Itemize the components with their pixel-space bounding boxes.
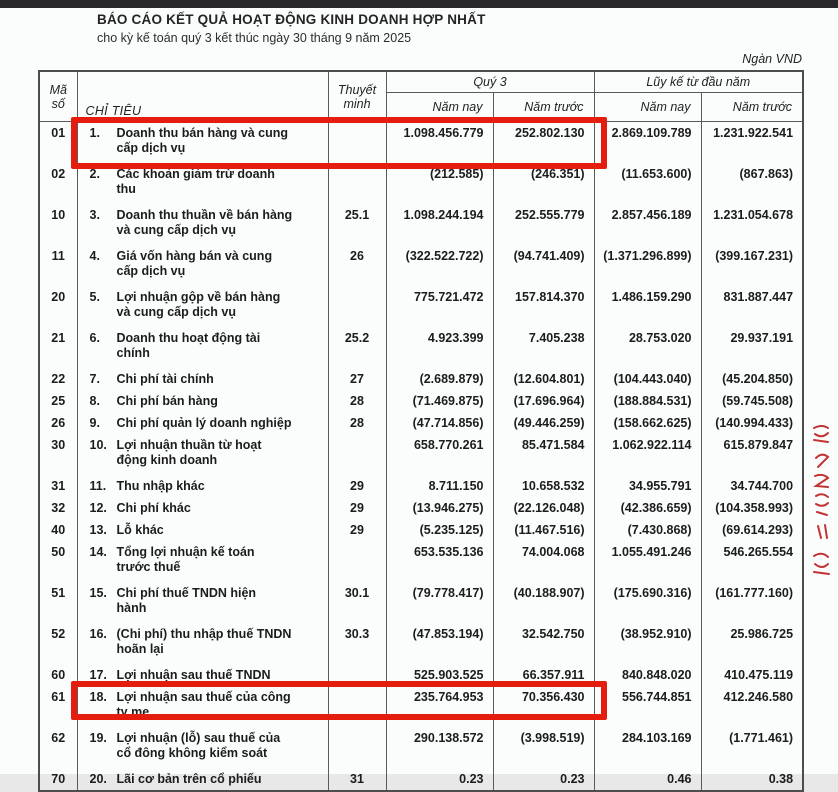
cell-q3-year-prev: 0.23 — [493, 768, 594, 791]
row-label: Chi phí bán hàng — [116, 394, 218, 408]
cell-criteria — [77, 475, 328, 497]
cell-q3-year-prev: 70.356.430 — [493, 686, 594, 727]
cell-ytd-year-now: (1.371.296.899) — [594, 245, 701, 286]
cell-ytd-year-prev: 25.986.725 — [701, 623, 803, 664]
table-row — [39, 434, 803, 475]
row-label: (Chi phí) thu nhập thuế TNDN hoãn lại — [116, 627, 292, 656]
cell-ytd-year-now: (38.952.910) — [594, 623, 701, 664]
cell-q3-year-now: 1.098.244.194 — [386, 204, 493, 245]
cell-q3-year-now: 8.711.150 — [386, 475, 493, 497]
cell-ytd-year-now: 28.753.020 — [594, 327, 701, 368]
cell-note: 25.2 — [328, 327, 386, 368]
row-label: Doanh thu bán hàng và cung cấp dịch vụ — [116, 126, 289, 155]
cell-code: 26 — [39, 412, 77, 434]
row-number: 11. — [89, 479, 107, 493]
cell-criteria — [77, 327, 328, 368]
cell-q3-year-prev: (94.741.409) — [493, 245, 594, 286]
table-row — [39, 204, 803, 245]
cell-q3-year-prev: 252.802.130 — [493, 122, 594, 164]
row-number: 12. — [89, 501, 107, 515]
table-row — [39, 497, 803, 519]
row-label: Lợi nhuận sau thuế của công ty mẹ — [116, 690, 291, 719]
cell-criteria — [77, 768, 328, 791]
cell-code: 21 — [39, 327, 77, 368]
cell-q3-year-prev: 252.555.779 — [493, 204, 594, 245]
row-label: Lợi nhuận gộp về bán hàng và cung cấp dịch vụ — [116, 290, 281, 319]
cell-note: 29 — [328, 475, 386, 497]
table-row — [39, 623, 803, 664]
currency-unit-label: Ngàn VND — [742, 52, 802, 66]
cell-code: 02 — [39, 163, 77, 204]
cell-q3-year-prev: (40.188.907) — [493, 582, 594, 623]
cell-ytd-year-now: (7.430.868) — [594, 519, 701, 541]
cell-q3-year-now: 775.721.472 — [386, 286, 493, 327]
row-number: 1. — [89, 126, 100, 140]
cell-q3-year-now: 4.923.399 — [386, 327, 493, 368]
row-number: 4. — [89, 249, 100, 263]
cell-q3-year-prev: (22.126.048) — [493, 497, 594, 519]
cell-q3-year-now: (47.853.194) — [386, 623, 493, 664]
cell-criteria — [77, 412, 328, 434]
cell-q3-year-now: (2.689.879) — [386, 368, 493, 390]
row-label: Lỗ khác — [116, 523, 164, 537]
cell-note: 28 — [328, 412, 386, 434]
cell-q3-year-now: (322.522.722) — [386, 245, 493, 286]
row-number: 6. — [89, 331, 100, 345]
cell-ytd-year-prev: 34.744.700 — [701, 475, 803, 497]
cell-criteria — [77, 286, 328, 327]
cell-criteria — [77, 623, 328, 664]
cell-note — [328, 434, 386, 475]
table-row — [39, 582, 803, 623]
cell-ytd-year-now: 34.955.791 — [594, 475, 701, 497]
cell-code: 32 — [39, 497, 77, 519]
cell-note — [328, 541, 386, 582]
cell-code: 30 — [39, 434, 77, 475]
cell-note: 26 — [328, 245, 386, 286]
cell-ytd-year-prev: 615.879.847 — [701, 434, 803, 475]
cell-ytd-year-now: 1.055.491.246 — [594, 541, 701, 582]
cell-q3-year-prev: (246.351) — [493, 163, 594, 204]
cell-ytd-year-prev: (1.771.461) — [701, 727, 803, 768]
cell-q3-year-now: 290.138.572 — [386, 727, 493, 768]
cell-q3-year-now: (212.585) — [386, 163, 493, 204]
table-row — [39, 327, 803, 368]
cell-ytd-year-prev: 546.265.554 — [701, 541, 803, 582]
cell-note: 29 — [328, 519, 386, 541]
cell-code: 61 — [39, 686, 77, 727]
cell-note: 30.3 — [328, 623, 386, 664]
cell-q3-year-now: (5.235.125) — [386, 519, 493, 541]
cell-ytd-year-now: 1.062.922.114 — [594, 434, 701, 475]
cell-ytd-year-prev: 1.231.922.541 — [701, 122, 803, 164]
header-code: Mã số — [39, 71, 77, 122]
row-label: Doanh thu thuần về bán hàng và cung cấp dịch vụ — [116, 208, 293, 237]
row-number: 2. — [89, 167, 100, 181]
cell-note: 28 — [328, 390, 386, 412]
cell-criteria — [77, 686, 328, 727]
row-number: 20. — [89, 772, 107, 786]
header-ytd-year-prev: Năm trước — [701, 93, 803, 122]
cell-ytd-year-now: (11.653.600) — [594, 163, 701, 204]
cell-ytd-year-now: 556.744.851 — [594, 686, 701, 727]
cell-ytd-year-now: 0.46 — [594, 768, 701, 791]
report-subtitle: cho kỳ kế toán quý 3 kết thúc ngày 30 tháng 9 năm 2025 — [97, 31, 412, 45]
row-number: 13. — [89, 523, 107, 537]
row-label: Tổng lợi nhuận kế toán trước thuế — [116, 545, 255, 574]
table-row — [39, 519, 803, 541]
header-q3-year-now: Năm nay — [386, 93, 493, 122]
table-row — [39, 768, 803, 791]
cell-ytd-year-now: (104.443.040) — [594, 368, 701, 390]
handwritten-note — [806, 420, 836, 605]
cell-note — [328, 664, 386, 686]
row-number: 14. — [89, 545, 107, 559]
cell-ytd-year-now: (188.884.531) — [594, 390, 701, 412]
cell-q3-year-now: 235.764.953 — [386, 686, 493, 727]
cell-note: 27 — [328, 368, 386, 390]
cell-ytd-year-prev: (69.614.293) — [701, 519, 803, 541]
row-number: 18. — [89, 690, 107, 704]
cell-criteria — [77, 390, 328, 412]
cell-code: 70 — [39, 768, 77, 791]
cell-code: 50 — [39, 541, 77, 582]
cell-criteria — [77, 497, 328, 519]
row-label: Các khoản giảm trừ doanh thu — [116, 167, 275, 196]
cell-q3-year-prev: 32.542.750 — [493, 623, 594, 664]
cell-criteria — [77, 582, 328, 623]
row-label: Giá vốn hàng bán và cung cấp dịch vụ — [116, 249, 273, 278]
table-row — [39, 686, 803, 727]
cell-ytd-year-prev: (45.204.850) — [701, 368, 803, 390]
cell-code: 60 — [39, 664, 77, 686]
cell-q3-year-now: 1.098.456.779 — [386, 122, 493, 164]
cell-criteria — [77, 519, 328, 541]
cell-q3-year-now: (47.714.856) — [386, 412, 493, 434]
cell-criteria — [77, 163, 328, 204]
cell-ytd-year-now: 1.486.159.290 — [594, 286, 701, 327]
row-label: Lợi nhuận thuần từ hoạt động kinh doanh — [116, 438, 262, 467]
cell-ytd-year-prev: 831.887.447 — [701, 286, 803, 327]
cell-ytd-year-now: (42.386.659) — [594, 497, 701, 519]
top-bar — [0, 0, 838, 8]
cell-criteria — [77, 434, 328, 475]
table-row — [39, 664, 803, 686]
row-number: 15. — [89, 586, 107, 600]
row-label: Doanh thu hoạt động tài chính — [116, 331, 261, 360]
table-row — [39, 286, 803, 327]
row-number: 9. — [89, 416, 100, 430]
cell-criteria — [77, 727, 328, 768]
cell-ytd-year-prev: 410.475.119 — [701, 664, 803, 686]
cell-criteria — [77, 541, 328, 582]
table-row — [39, 541, 803, 582]
cell-criteria — [77, 122, 328, 164]
cell-q3-year-now: (79.778.417) — [386, 582, 493, 623]
cell-q3-year-prev: (3.998.519) — [493, 727, 594, 768]
cell-criteria — [77, 368, 328, 390]
cell-criteria — [77, 204, 328, 245]
table-row — [39, 122, 803, 164]
header-ytd-group: Lũy kế từ đầu năm — [594, 71, 803, 93]
cell-q3-year-now: (71.469.875) — [386, 390, 493, 412]
cell-q3-year-now: 525.903.525 — [386, 664, 493, 686]
cell-ytd-year-prev: (140.994.433) — [701, 412, 803, 434]
row-label: Thu nhập khác — [116, 479, 205, 493]
row-label: Chi phí tài chính — [116, 372, 214, 386]
cell-ytd-year-prev: (59.745.508) — [701, 390, 803, 412]
cell-q3-year-now: 653.535.136 — [386, 541, 493, 582]
header-criteria: CHỈ TIÊU — [77, 71, 328, 122]
cell-ytd-year-prev: 29.937.191 — [701, 327, 803, 368]
cell-code: 31 — [39, 475, 77, 497]
table-row — [39, 475, 803, 497]
cell-code: 22 — [39, 368, 77, 390]
cell-ytd-year-prev: 1.231.054.678 — [701, 204, 803, 245]
cell-note: 30.1 — [328, 582, 386, 623]
income-statement-table — [38, 70, 804, 792]
table-row — [39, 412, 803, 434]
cell-criteria — [77, 664, 328, 686]
cell-ytd-year-prev: 412.246.580 — [701, 686, 803, 727]
table-row — [39, 390, 803, 412]
header-ytd-year-now: Năm nay — [594, 93, 701, 122]
cell-q3-year-prev: (49.446.259) — [493, 412, 594, 434]
table-body — [39, 122, 803, 792]
cell-note: 31 — [328, 768, 386, 791]
cell-criteria — [77, 245, 328, 286]
row-label: Chi phí thuế TNDN hiện hành — [116, 586, 257, 615]
cell-q3-year-prev: 157.814.370 — [493, 286, 594, 327]
cell-q3-year-now: 658.770.261 — [386, 434, 493, 475]
row-label: Chi phí quản lý doanh nghiệp — [116, 416, 292, 430]
cell-note — [328, 286, 386, 327]
table-row — [39, 368, 803, 390]
cell-code: 10 — [39, 204, 77, 245]
row-number: 16. — [89, 627, 107, 641]
cell-code: 25 — [39, 390, 77, 412]
cell-q3-year-prev: 74.004.068 — [493, 541, 594, 582]
report-title: BÁO CÁO KẾT QUẢ HOẠT ĐỘNG KINH DOANH HỢP NHẤT — [97, 12, 486, 27]
row-label: Lợi nhuận sau thuế TNDN — [116, 668, 271, 682]
table-row — [39, 245, 803, 286]
cell-note — [328, 686, 386, 727]
table-row — [39, 163, 803, 204]
cell-code: 51 — [39, 582, 77, 623]
header-q3-group: Quý 3 — [386, 71, 594, 93]
cell-code: 01 — [39, 122, 77, 164]
cell-ytd-year-now: (158.662.625) — [594, 412, 701, 434]
cell-code: 62 — [39, 727, 77, 768]
cell-q3-year-prev: 10.658.532 — [493, 475, 594, 497]
header-q3-year-prev: Năm trước — [493, 93, 594, 122]
row-number: 7. — [89, 372, 100, 386]
header-note: Thuyết minh — [328, 71, 386, 122]
cell-ytd-year-now: (175.690.316) — [594, 582, 701, 623]
cell-ytd-year-prev: (104.358.993) — [701, 497, 803, 519]
cell-ytd-year-now: 2.869.109.789 — [594, 122, 701, 164]
cell-ytd-year-prev: 0.38 — [701, 768, 803, 791]
cell-note — [328, 163, 386, 204]
row-label: Lãi cơ bản trên cổ phiếu — [116, 772, 262, 786]
row-number: 5. — [89, 290, 100, 304]
cell-note: 25.1 — [328, 204, 386, 245]
table-row — [39, 727, 803, 768]
cell-q3-year-prev: 66.357.911 — [493, 664, 594, 686]
cell-note: 29 — [328, 497, 386, 519]
cell-note — [328, 122, 386, 164]
cell-ytd-year-prev: (399.167.231) — [701, 245, 803, 286]
cell-ytd-year-now: 284.103.169 — [594, 727, 701, 768]
row-label: Chi phí khác — [116, 501, 191, 515]
cell-ytd-year-prev: (867.863) — [701, 163, 803, 204]
table-header — [39, 71, 803, 122]
row-number: 3. — [89, 208, 100, 222]
row-number: 17. — [89, 668, 107, 682]
cell-note — [328, 727, 386, 768]
cell-q3-year-now: 0.23 — [386, 768, 493, 791]
cell-q3-year-prev: (12.604.801) — [493, 368, 594, 390]
cell-ytd-year-now: 2.857.456.189 — [594, 204, 701, 245]
cell-q3-year-prev: (17.696.964) — [493, 390, 594, 412]
cell-code: 20 — [39, 286, 77, 327]
cell-ytd-year-now: 840.848.020 — [594, 664, 701, 686]
row-number: 10. — [89, 438, 107, 452]
cell-code: 11 — [39, 245, 77, 286]
cell-q3-year-prev: (11.467.516) — [493, 519, 594, 541]
cell-q3-year-prev: 85.471.584 — [493, 434, 594, 475]
cell-q3-year-now: (13.946.275) — [386, 497, 493, 519]
row-label: Lợi nhuận (lỗ) sau thuế của cổ đông không kiểm soát — [116, 731, 281, 760]
cell-code: 40 — [39, 519, 77, 541]
cell-code: 52 — [39, 623, 77, 664]
cell-q3-year-prev: 7.405.238 — [493, 327, 594, 368]
row-number: 19. — [89, 731, 107, 745]
row-number: 8. — [89, 394, 100, 408]
cell-ytd-year-prev: (161.777.160) — [701, 582, 803, 623]
